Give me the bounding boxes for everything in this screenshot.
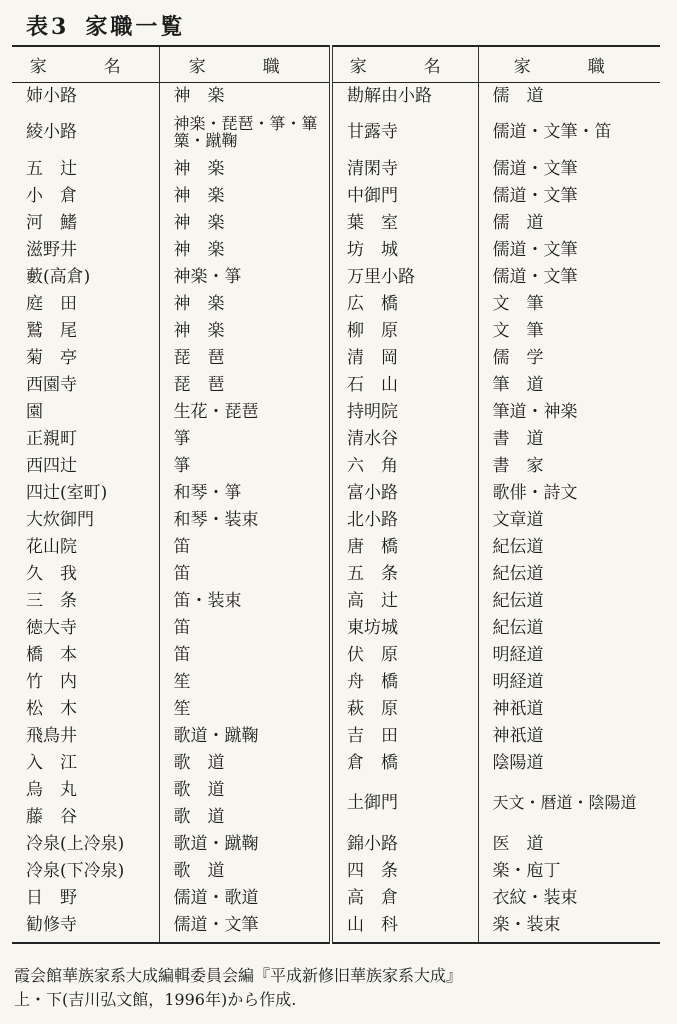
- cell-family-name-right: 持明院: [331, 399, 478, 426]
- cell-family-name-right: 六 角: [331, 453, 478, 480]
- table-body: [12, 82, 660, 943]
- table-row: [12, 534, 660, 561]
- cell-occupation-right: 歌俳・詩文: [478, 480, 660, 507]
- table-row: [12, 615, 660, 642]
- cell-occupation-left: 歌 道: [159, 858, 331, 885]
- cell-occupation-right: 儒道・文筆: [478, 183, 660, 210]
- table-row: [12, 750, 660, 777]
- cell-occupation-left: 和琴・装束: [159, 507, 331, 534]
- cell-family-name-right: 石 山: [331, 372, 478, 399]
- table-row: [12, 885, 660, 912]
- cell-family-name-right: 吉 田: [331, 723, 478, 750]
- cell-family-name-right: 富小路: [331, 480, 478, 507]
- cell-occupation-left: 笛: [159, 615, 331, 642]
- table-row: [12, 345, 660, 372]
- cell-family-name-left: 日 野: [26, 887, 77, 908]
- table-row: [12, 777, 660, 804]
- table-row: [12, 507, 660, 534]
- cell-family-name-left: 藤 谷: [26, 806, 77, 827]
- cell-family-name-right: 勘解由小路: [331, 82, 478, 110]
- table-row: [12, 318, 660, 345]
- header-family-name-right: 家 名: [331, 46, 478, 82]
- table-row: [12, 399, 660, 426]
- cell-family-name-right: 中御門: [331, 183, 478, 210]
- cell-family-name-right: 広 橋: [331, 291, 478, 318]
- cell-occupation-left: 神楽・箏: [159, 264, 331, 291]
- cell-occupation-right: 文章道: [478, 507, 660, 534]
- cell-occupation-left: 歌道・蹴鞠: [159, 831, 331, 858]
- cell-occupation-left: 神 楽: [159, 210, 331, 237]
- cell-occupation-right: 神祇道: [478, 723, 660, 750]
- cell-occupation-right: 筆 道: [478, 372, 660, 399]
- table-row: [12, 831, 660, 858]
- cell-occupation-left: 和琴・箏: [159, 480, 331, 507]
- cell-family-name-right: 坊 城: [331, 237, 478, 264]
- cell-family-name-left: 冷泉(上冷泉): [26, 833, 125, 854]
- header-family-name-left: 家 名: [12, 46, 159, 82]
- cell-family-name-right: 甘露寺: [331, 110, 478, 156]
- cell-occupation-right: 紀伝道: [478, 588, 660, 615]
- cell-family-name-left: 滋野井: [26, 239, 77, 260]
- table-row: [12, 669, 660, 696]
- cell-occupation-right: 衣紋・装束: [478, 885, 660, 912]
- family-occupation-table: [12, 45, 660, 944]
- cell-family-name-left: 庭 田: [26, 293, 77, 314]
- cell-family-name-right: 萩 原: [331, 696, 478, 723]
- cell-occupation-left: 歌 道: [159, 777, 331, 804]
- cell-occupation-right: 紀伝道: [478, 561, 660, 588]
- cell-family-name-right: 柳 原: [331, 318, 478, 345]
- cell-family-name-left: 久 我: [26, 563, 77, 584]
- cell-occupation-right: 儒道・文筆: [478, 264, 660, 291]
- cell-occupation-left: 歌 道: [159, 804, 331, 831]
- cell-family-name-left: 三 条: [26, 590, 77, 611]
- cell-family-name-left: 鷲 尾: [26, 320, 77, 341]
- cell-family-name-right: 高 倉: [331, 885, 478, 912]
- cell-occupation-right: 医 道: [478, 831, 660, 858]
- cell-family-name-right: 錦小路: [331, 831, 478, 858]
- table-row: [12, 912, 660, 943]
- table-row: [12, 588, 660, 615]
- cell-family-name-left: 藪(高倉): [26, 266, 91, 287]
- cell-family-name-right: 伏 原: [331, 642, 478, 669]
- cell-occupation-left: 琵 琶: [159, 372, 331, 399]
- cell-family-name-left: 橋 本: [26, 644, 77, 665]
- cell-family-name-right: 清水谷: [331, 426, 478, 453]
- cell-occupation-left: 儒道・歌道: [159, 885, 331, 912]
- header-occupation-right: 家 職: [478, 46, 660, 82]
- cell-family-name-left: 綾小路: [26, 122, 77, 143]
- caption-line-1: 霞会館華族家系大成編輯委員会編『平成新修旧華族家系大成』: [14, 966, 463, 985]
- cell-occupation-right: 儒道・文筆: [478, 237, 660, 264]
- cell-family-name-left: 西四辻: [26, 455, 77, 476]
- table-row: [12, 453, 660, 480]
- table-row: [12, 82, 660, 110]
- cell-family-name-right: 東坊城: [331, 615, 478, 642]
- cell-occupation-right: 儒 学: [478, 345, 660, 372]
- cell-family-name-right: 葉 室: [331, 210, 478, 237]
- cell-family-name-left: 西園寺: [26, 374, 77, 395]
- cell-occupation-left: 神 楽: [159, 237, 331, 264]
- cell-family-name-right: 高 辻: [331, 588, 478, 615]
- cell-family-name-left: 姉小路: [26, 85, 77, 106]
- cell-family-name-left: 飛鳥井: [26, 725, 77, 746]
- cell-occupation-left: 歌道・蹴鞠: [159, 723, 331, 750]
- header-row: [12, 46, 660, 82]
- cell-family-name-right: 五 条: [331, 561, 478, 588]
- table-row: [12, 723, 660, 750]
- cell-family-name-right: 清閑寺: [331, 156, 478, 183]
- cell-family-name-left: 正親町: [26, 428, 77, 449]
- table-row: [12, 480, 660, 507]
- cell-occupation-right: 筆道・神楽: [478, 399, 660, 426]
- table-row: [12, 642, 660, 669]
- cell-occupation-left: 神 楽: [159, 156, 331, 183]
- cell-family-name-left: 冷泉(下冷泉): [26, 860, 125, 881]
- cell-family-name-right: 四 条: [331, 858, 478, 885]
- cell-occupation-left: 笛: [159, 642, 331, 669]
- cell-family-name-right: 土御門: [331, 777, 478, 831]
- cell-occupation-left: 笛: [159, 561, 331, 588]
- cell-family-name-right: 舟 橋: [331, 669, 478, 696]
- cell-occupation-left: 笛・装束: [159, 588, 331, 615]
- cell-occupation-right: 楽・装束: [478, 912, 660, 943]
- cell-occupation-right: 明経道: [478, 669, 660, 696]
- cell-occupation-left: 神 楽: [159, 82, 331, 110]
- cell-family-name-left: 入 江: [26, 752, 77, 773]
- cell-occupation-right: 書 道: [478, 426, 660, 453]
- cell-family-name-left: 四辻(室町): [26, 482, 108, 503]
- cell-occupation-left: 儒道・文筆: [159, 912, 331, 943]
- cell-family-name-left: 河 鰭: [26, 212, 77, 233]
- cell-occupation-right: 紀伝道: [478, 534, 660, 561]
- table-title: [26, 10, 185, 41]
- table-row: [12, 696, 660, 723]
- table-row: [12, 561, 660, 588]
- cell-occupation-right: 儒道・文筆・笛: [478, 110, 660, 156]
- cell-occupation-left: 神 楽: [159, 318, 331, 345]
- cell-occupation-right: 神祇道: [478, 696, 660, 723]
- cell-occupation-right: 書 家: [478, 453, 660, 480]
- table-row: [12, 426, 660, 453]
- cell-family-name-left: 勧修寺: [12, 912, 159, 943]
- cell-family-name-right: 山 科: [331, 912, 478, 943]
- table-row: [12, 183, 660, 210]
- table-row: [12, 858, 660, 885]
- cell-occupation-left: 笛: [159, 534, 331, 561]
- cell-family-name-left: 花山院: [26, 536, 77, 557]
- table-row: [12, 210, 660, 237]
- cell-family-name-left: 五 辻: [26, 158, 77, 179]
- cell-occupation-left: 箏: [159, 426, 331, 453]
- cell-occupation-right: 明経道: [478, 642, 660, 669]
- cell-occupation-left: 神 楽: [159, 183, 331, 210]
- caption-line-2: 上・下(吉川弘文館，1996年)から作成.: [14, 990, 297, 1009]
- cell-occupation-right: 紀伝道: [478, 615, 660, 642]
- cell-occupation-right: 文 筆: [478, 318, 660, 345]
- cell-occupation-right: 儒 道: [478, 82, 660, 110]
- cell-occupation-right: 天文・暦道・陰陽道: [478, 777, 660, 831]
- cell-family-name-right: 唐 橋: [331, 534, 478, 561]
- cell-occupation-left: 箏: [159, 453, 331, 480]
- cell-family-name-left: 烏 丸: [26, 779, 77, 800]
- cell-occupation-left: 神 楽: [159, 291, 331, 318]
- cell-occupation-right: 儒道・文筆: [478, 156, 660, 183]
- cell-occupation-left: 笙: [159, 669, 331, 696]
- cell-family-name-left: 竹 内: [26, 671, 77, 692]
- cell-family-name-left: 小 倉: [26, 185, 77, 206]
- cell-occupation-right: 楽・庖丁: [478, 858, 660, 885]
- table-row: [12, 264, 660, 291]
- cell-occupation-left: 笙: [159, 696, 331, 723]
- cell-occupation-left: 歌 道: [159, 750, 331, 777]
- cell-occupation-right: 文 筆: [478, 291, 660, 318]
- table-number: 表3: [26, 14, 70, 40]
- table-row: [12, 291, 660, 318]
- table-title-text: 家職一覧: [85, 14, 186, 40]
- cell-family-name-left: 園: [26, 401, 43, 422]
- cell-family-name-left: 大炊御門: [26, 509, 94, 530]
- table-row: [12, 110, 660, 156]
- cell-family-name-left: 菊 亭: [26, 347, 77, 368]
- cell-occupation-right: 儒 道: [478, 210, 660, 237]
- source-caption: [14, 964, 664, 1012]
- cell-occupation-left: 生花・琵琶: [159, 399, 331, 426]
- table-row: [12, 372, 660, 399]
- cell-family-name-right: 倉 橋: [331, 750, 478, 777]
- cell-family-name-right: 清 岡: [331, 345, 478, 372]
- cell-family-name-right: 北小路: [331, 507, 478, 534]
- cell-family-name-left: 松 木: [26, 698, 77, 719]
- cell-occupation-left: 神楽・琵琶・箏・篳篥・蹴鞠: [159, 110, 331, 156]
- table-row: [12, 237, 660, 264]
- cell-family-name-left: 徳大寺: [26, 617, 77, 638]
- cell-occupation-right: 陰陽道: [478, 750, 660, 777]
- cell-family-name-right: 万里小路: [331, 264, 478, 291]
- cell-occupation-left: 琵 琶: [159, 345, 331, 372]
- header-occupation-left: 家 職: [159, 46, 331, 82]
- table-row: [12, 156, 660, 183]
